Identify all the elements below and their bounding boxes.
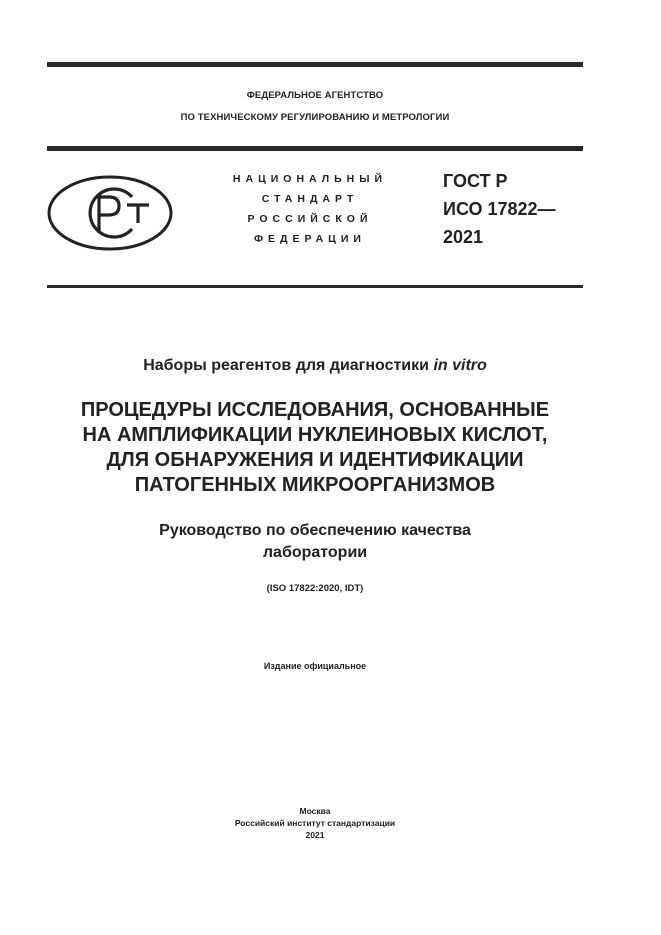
title-line: НА АМПЛИФИКАЦИИ НУКЛЕИНОВЫХ КИСЛОТ, [82, 424, 548, 446]
subtitle-prefix: Наборы реагентов для диагностики [143, 357, 434, 374]
standard-designation-line1: ГОСТ Р [443, 171, 508, 191]
national-standard-line3: РОССИЙСКОЙ [247, 213, 373, 225]
national-standard-line1: НАЦИОНАЛЬНЫЙ [232, 173, 388, 185]
agency-name-line2: ПО ТЕХНИЧЕСКОМУ РЕГУЛИРОВАНИЮ И МЕТРОЛОГИИ [180, 112, 450, 123]
document-subtitle [47, 357, 583, 375]
imprint-year: 2021 [305, 830, 325, 840]
agency-name-line1: ФЕДЕРАЛЬНОЕ АГЕНТСТВО [246, 90, 384, 101]
title-line: ПАТОГЕННЫХ МИКРООРГАНИЗМОВ [134, 474, 496, 496]
standard-designation-line3: 2021 [443, 227, 484, 247]
iso-reference: (ISO 17822:2020, IDT) [266, 583, 364, 594]
imprint [47, 805, 583, 841]
subtitle-italic: in vitro [433, 357, 487, 374]
document-guide-title [47, 520, 583, 564]
header-rule [47, 146, 583, 151]
imprint-city: Москва [299, 806, 331, 816]
title-line: ДЛЯ ОБНАРУЖЕНИЯ И ИДЕНТИФИКАЦИИ [106, 449, 524, 471]
document-title [47, 398, 583, 498]
national-standard-line4: ФЕДЕРАЦИИ [254, 233, 366, 245]
standard-designation-line2: ИСО 17822— [443, 199, 556, 219]
guide-line: лаборатории [262, 544, 368, 561]
title-line: ПРОЦЕДУРЫ ИССЛЕДОВАНИЯ, ОСНОВАННЫЕ [80, 399, 550, 421]
national-standard-line2: СТАНДАРТ [261, 193, 359, 205]
imprint-publisher: Российский институт стандартизации [234, 818, 396, 828]
guide-line: Руководство по обеспечению качества [159, 522, 471, 539]
top-rule [47, 62, 583, 67]
rst-logo-icon [47, 175, 173, 251]
edition-label: Издание официальное [263, 661, 367, 671]
bottom-header-rule [47, 285, 583, 288]
